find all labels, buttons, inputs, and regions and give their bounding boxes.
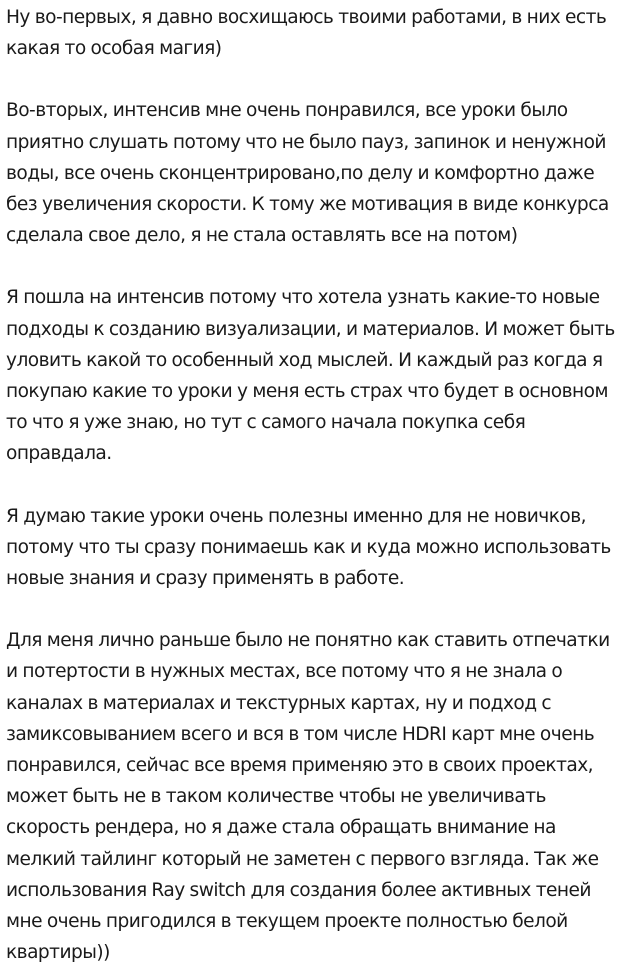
text-line: мелкий тайлинг который не заметен с первого взгляда. Так же <box>6 848 599 870</box>
text-line: Я думаю такие уроки очень полезны именно для не новичков, <box>6 505 586 527</box>
text-line: скорость рендера, но я даже стала обращать внимание на <box>6 817 556 839</box>
text-line: воды, все очень сконцентрировано,по делу и комфортно даже <box>6 162 595 184</box>
text-line: уловить какой то особенный ход мыслей. И каждый раз когда я <box>6 349 603 371</box>
paragraph-1 <box>6 2 613 64</box>
text-line: Я пошла на интенсив потому что хотела узнать какие-то новые <box>6 287 600 309</box>
text-line: какая то особая магия) <box>6 38 222 60</box>
text-line: может быть не в таком количестве чтобы не увеличивать <box>6 786 546 808</box>
text-line: оправдала. <box>6 443 112 465</box>
text-line: то что я уже знаю, но тут с самого начала покупка себя <box>6 412 526 434</box>
text-line: квартиры)) <box>6 942 110 964</box>
paragraph-2 <box>6 95 613 251</box>
paragraph-3 <box>6 282 613 469</box>
text-line: без увеличения скорости. К тому же мотивация в виде конкурса <box>6 194 609 216</box>
text-line: сделала свое дело, я не стала оставлять все на потом) <box>6 225 518 247</box>
text-line: Ну во-первых, я давно восхищаюсь твоими работами, в них есть <box>6 7 607 28</box>
text-line: потому что ты сразу понимаешь как и куда можно использовать <box>6 536 611 558</box>
text-line: новые знания и сразу применять в работе. <box>6 568 405 590</box>
paragraph-4 <box>6 501 613 595</box>
text-line: мне очень пригодился в текущем проекте полностью белой <box>6 911 568 933</box>
text-line: и потертости в нужных местах, все потому что я не знала о <box>6 661 563 683</box>
text-line: использования Ray switch для создания более активных теней <box>6 879 591 901</box>
text-line: Для меня лично раньше было не понятно как ставить отпечатки <box>6 630 610 652</box>
text-line: замиксовыванием всего и вся в том числе HDRI карт мне очень <box>6 723 595 745</box>
text-line: Во-вторых, интенсив мне очень понравился, все уроки было <box>6 100 568 122</box>
text-line: каналах в материалах и текстурных картах, ну и подход с <box>6 692 552 714</box>
text-line: понравился, сейчас все время применяю это в своих проектах, <box>6 755 594 777</box>
text-line: приятно слушать потому что не было пауз, запинок и ненужной <box>6 131 606 153</box>
text-line: покупаю какие то уроки у меня есть страх что будет в основном <box>6 381 608 403</box>
paragraph-5 <box>6 625 613 968</box>
text-line: подходы к созданию визуализации, и материалов. И может быть <box>6 318 615 340</box>
